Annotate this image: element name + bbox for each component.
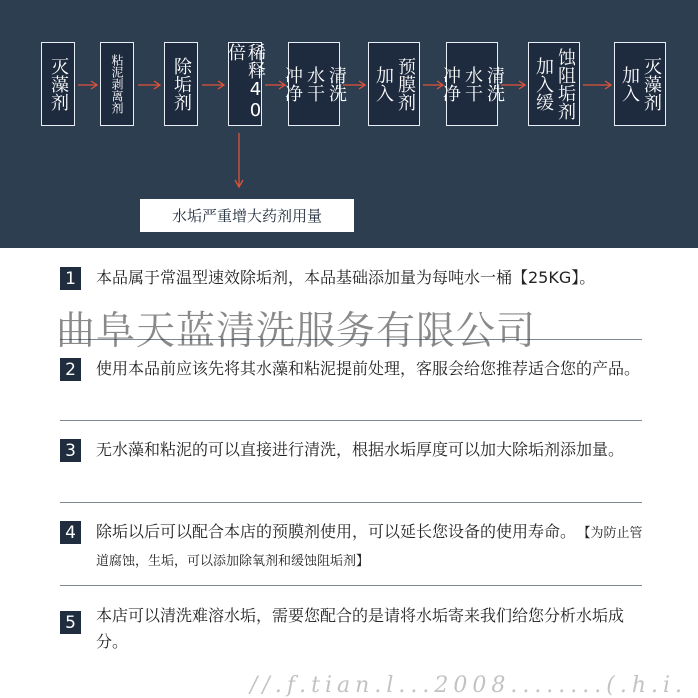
- arrow-right-icon: [342, 78, 367, 92]
- flow-step-8: [528, 42, 580, 126]
- item-number-badge: 2: [60, 358, 81, 381]
- item-text: 本店可以清洗难溶水垢，需要您配合的是请将水垢寄来我们给您分析水垢成分。: [96, 606, 625, 651]
- item-text: 本品属于常温型速效除垢剂，本品基础添加量为每吨水一桶【25KG】。: [96, 268, 596, 287]
- flow-step-7-col-1: 清洗: [484, 66, 505, 102]
- flow-step-1: [41, 42, 75, 126]
- process-flow-banner: [0, 0, 698, 248]
- flow-step-7-col-3: 冲净: [440, 66, 461, 102]
- arrow-right-icon: [201, 78, 226, 92]
- arrow-down-icon: [232, 133, 246, 189]
- divider: [60, 339, 642, 340]
- flow-step-7-col-2: 水干: [462, 66, 483, 102]
- flow-step-5-col-2: 水干: [304, 66, 325, 102]
- flow-step-7: [440, 42, 505, 126]
- url-watermark: //.f.tian.l...2008........(.h.i.: [250, 673, 688, 698]
- flow-step-2-text: 粘泥剥离剂: [110, 54, 124, 114]
- arrow-right-icon: [137, 78, 162, 92]
- instruction-item-5: [60, 603, 650, 659]
- dosage-note-text: 水垢严重增大药剂用量: [171, 207, 322, 225]
- item-number-badge: 4: [60, 521, 81, 544]
- flow-step-4-text: 稀释40倍: [225, 43, 266, 121]
- flow-step-8-col-1: 蚀阻垢剂: [555, 48, 576, 120]
- item-text-note: 【为防止管道腐蚀，生垢，可以添加除氧剂和缓蚀阻垢剂】: [96, 526, 643, 569]
- divider: [60, 420, 642, 421]
- divider: [60, 585, 642, 586]
- flow-step-6-col-1: 预膜剂: [395, 57, 416, 111]
- flow-step-9-col-1: 灭藻剂: [641, 57, 662, 111]
- flow-step-3-text: 除垢剂: [171, 57, 192, 111]
- item-number-badge: 5: [60, 611, 81, 634]
- item-text: [96, 519, 644, 575]
- divider: [60, 502, 642, 503]
- flow-step-6: [368, 42, 420, 126]
- flow-step-3: [164, 42, 198, 126]
- company-watermark: 曲阜天蓝清洗服务有限公司: [56, 309, 537, 354]
- instruction-item-3: [60, 437, 650, 493]
- arrow-right-icon: [422, 78, 445, 92]
- flow-step-9: [614, 42, 666, 126]
- arrow-right-icon: [77, 78, 99, 92]
- instruction-item-1: [60, 265, 650, 325]
- item-text: 无水藻和粘泥的可以直接进行清洗，根据水垢厚度可以加大除垢剂添加量。: [96, 440, 625, 459]
- flow-step-4: [225, 42, 266, 126]
- item-number-badge: 3: [60, 439, 81, 462]
- flow-step-5-col-1: 清洗: [326, 66, 347, 102]
- arrow-right-icon: [264, 78, 287, 92]
- flow-step-6-col-2: 加入: [373, 66, 394, 102]
- flow-step-1-text: 灭藻剂: [48, 57, 69, 111]
- instruction-item-4: [60, 519, 650, 579]
- flow-step-8-col-2: 加入缓: [533, 57, 554, 111]
- item-text-main: 除垢以后可以配合本店的预膜剂使用，可以延长您设备的使用寿命。: [96, 522, 577, 541]
- flow-step-2: [100, 42, 134, 126]
- flow-step-9-col-2: 加入: [619, 66, 640, 102]
- instruction-item-2: [60, 356, 650, 412]
- arrow-right-icon: [582, 78, 613, 92]
- arrow-right-icon: [500, 78, 527, 92]
- flow-step-5: [282, 42, 347, 126]
- flow-step-5-col-3: 冲净: [282, 66, 303, 102]
- item-text: 使用本品前应该先将其水藻和粘泥提前处理，客服会给您推荐适合您的产品。: [96, 359, 641, 378]
- dosage-note-box: [140, 199, 354, 232]
- item-number-badge: 1: [60, 267, 81, 290]
